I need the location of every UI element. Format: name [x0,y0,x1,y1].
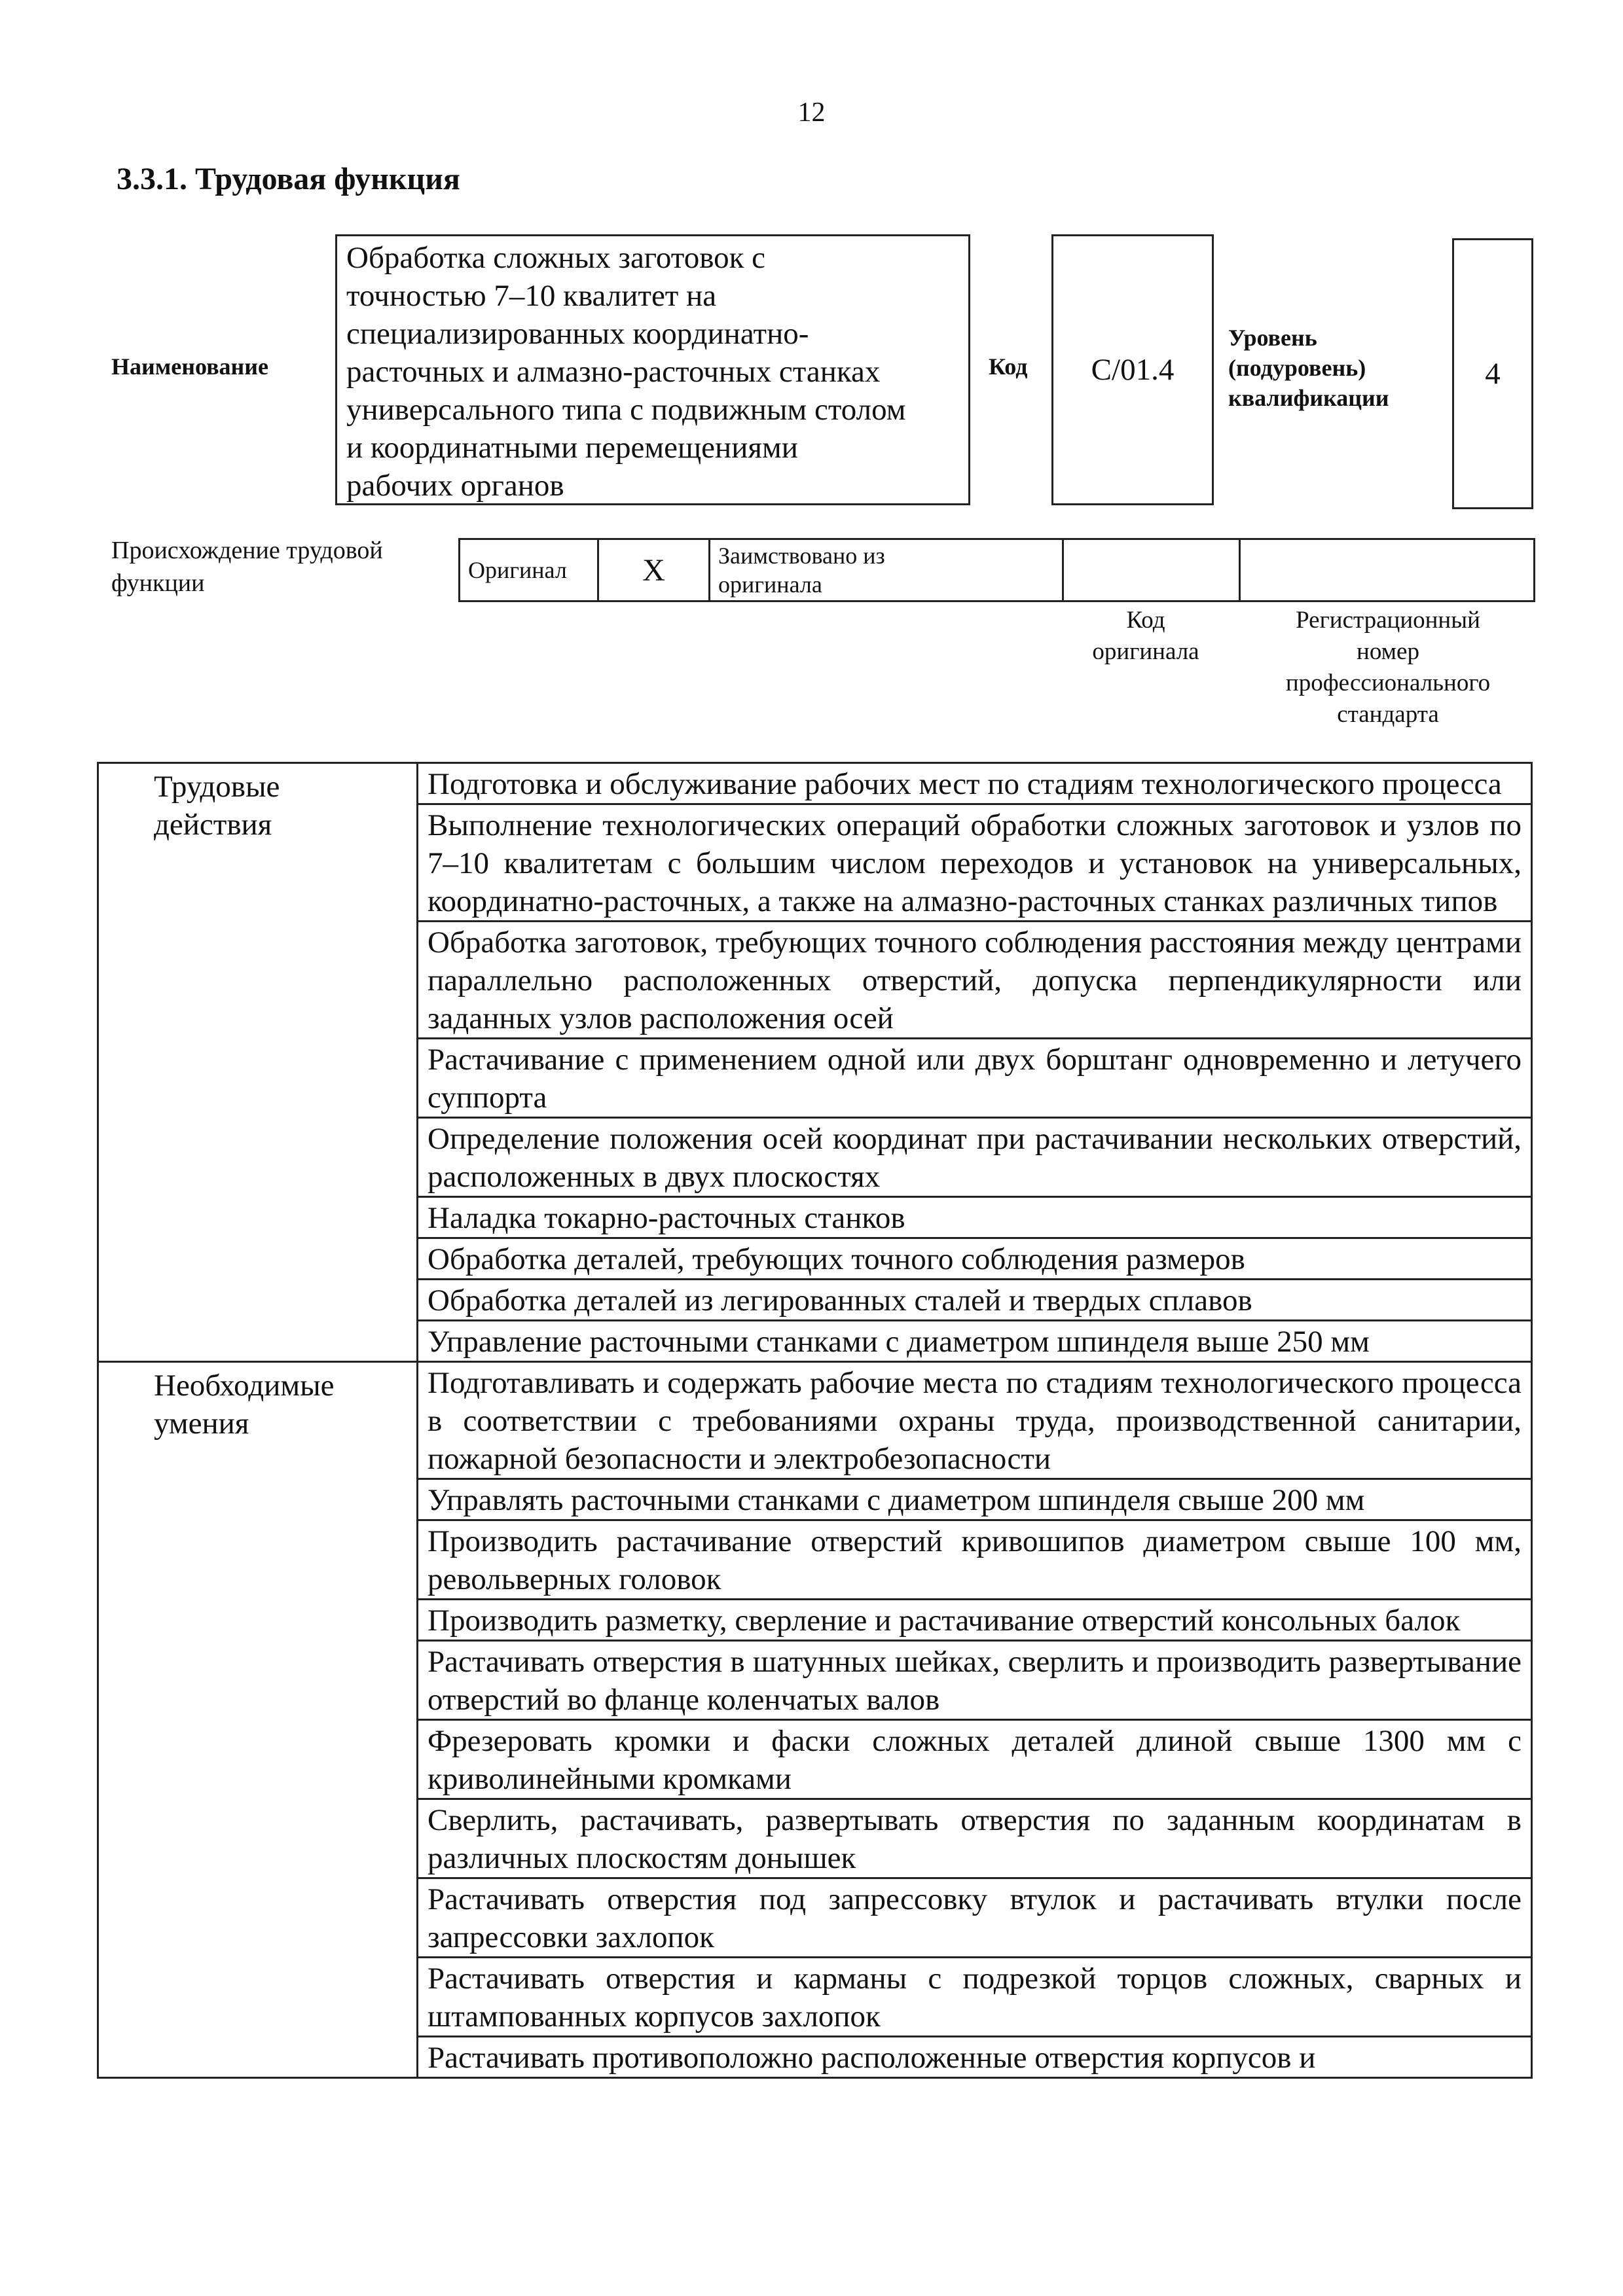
code-label: Код [989,353,1028,380]
function-name-line: расточных и алмазно-расточных станках [346,355,881,389]
required-skill-item: Растачивать противоположно расположенные отверстия корпусов и [418,2037,1532,2078]
origin-table [458,538,1535,602]
origin-label [111,534,383,600]
registration-number-caption-line: номер [1357,638,1419,665]
registration-number-caption-line: профессионального [1285,670,1491,696]
labor-action-item: Обработка деталей из легированных сталей и твердых сплавов [418,1280,1532,1321]
qualification-level-label-line: (подуровень) [1228,355,1366,381]
function-name-line: универсального типа с подвижным столом [346,393,906,427]
category-label-line: действия [154,808,272,842]
function-name-line: Обработка сложных заготовок с [346,241,766,275]
required-skill-item: Растачивать отверстия под запрессовку втулок и растачивать втулки после запрессовки захлопок [418,1878,1532,1958]
origin-label-line: функции [111,569,205,597]
category-label-line: Трудовые [154,770,280,804]
required-skill-item: Сверлить, растачивать, развертывать отверстия по заданным координатам в различных плоскостям донышек [418,1799,1532,1878]
function-name-box [335,234,970,505]
function-name-line: точностью 7–10 квалитет на [346,279,717,313]
registration-number-caption-line: Регистрационный [1296,607,1480,634]
required-skill-item: Фрезеровать кромки и фаски сложных деталей длиной свыше 1300 мм с криволинейными кромками [418,1720,1532,1799]
borrowed-label-line: Заимствовано из [718,543,885,569]
labor-action-item: Обработка деталей, требующих точного соблюдения размеров [418,1238,1532,1280]
origin-label-line: Происхождение трудовой [111,537,383,564]
original-code-caption-line: Код [1126,607,1165,634]
labor-action-item: Наладка токарно-расточных станков [418,1197,1532,1238]
borrowed-label-line: оригинала [718,571,822,598]
category-label-line: Необходимые [154,1369,335,1403]
category-label-line: умения [154,1407,249,1441]
registration-number-cell [1240,539,1535,601]
qualification-level-label-line: Уровень [1228,325,1317,351]
labor-action-item: Растачивание с применением одной или двух борштанг одновременно и летучего суппорта [418,1039,1532,1118]
page-number: 12 [797,98,826,128]
labor-action-item: Обработка заготовок, требующих точного соблюдения расстояния между центрами параллельно расположенных отверстий, допуска перпендикулярности или заданных узлов расположения осей [418,922,1532,1039]
required-skill-item: Управлять расточными станками с диаметром шпинделя свыше 200 мм [418,1479,1532,1520]
original-label-cell: Оригинал [460,539,598,601]
table-row [98,1362,1532,1479]
required-skill-item: Подготавливать и содержать рабочие места по стадиям технологического процесса в соответствии с требованиями охраны труда, производственной санитарии, пожарной безопасности и электробезопасности [418,1362,1532,1479]
qualification-level-value: 4 [1485,357,1501,391]
category-labor-actions [98,763,418,1362]
section-title: 3.3.1. Трудовая функция [117,162,460,196]
code-value-box [1051,234,1214,505]
labor-function-table [97,762,1533,2079]
origin-row [460,539,1535,601]
qualification-level-label [1228,323,1425,413]
labor-action-item: Выполнение технологических операций обработки сложных заготовок и узлов по 7–10 квалитетам с большим числом переходов и установок на универсальных, координатно-расточных, а также на алмазно-расточных станках различных типов [418,804,1532,922]
original-code-caption-line: оригинала [1092,638,1199,665]
labor-action-item: Определение положения осей координат при растачивании нескольких отверстий, расположенных в двух плоскостях [418,1118,1532,1197]
labor-action-item: Управление расточными станками с диаметром шпинделя выше 250 мм [418,1321,1532,1362]
function-name-line: и координатными перемещениями [346,431,798,465]
registration-number-caption [1231,605,1545,730]
original-mark-cell: X [598,539,710,601]
qualification-level-box [1452,238,1533,509]
function-name-line: специализированных координатно- [346,317,809,351]
registration-number-caption-line: стандарта [1337,701,1439,728]
qualification-level-label-line: квалификации [1228,385,1389,411]
required-skill-item: Производить разметку, сверление и растачивание отверстий консольных балок [418,1600,1532,1641]
table-row [98,763,1532,804]
original-code-caption [1048,605,1244,668]
required-skill-item: Производить растачивание отверстий кривошипов диаметром свыше 100 мм, револьверных головок [418,1520,1532,1600]
required-skill-item: Растачивать отверстия в шатунных шейках, сверлить и производить развертывание отверстий во фланце коленчатых валов [418,1641,1532,1720]
borrowed-label-cell [710,539,1063,601]
original-code-cell [1063,539,1240,601]
function-name-line: рабочих органов [346,469,564,503]
code-value: C/01.4 [1091,353,1175,387]
category-required-skills [98,1362,418,2078]
name-label: Наименование [111,353,268,380]
required-skill-item: Растачивать отверстия и карманы с подрезкой торцов сложных, сварных и штампованных корпусов захлопок [418,1958,1532,2037]
labor-action-item: Подготовка и обслуживание рабочих мест по стадиям технологического процесса [418,763,1532,804]
